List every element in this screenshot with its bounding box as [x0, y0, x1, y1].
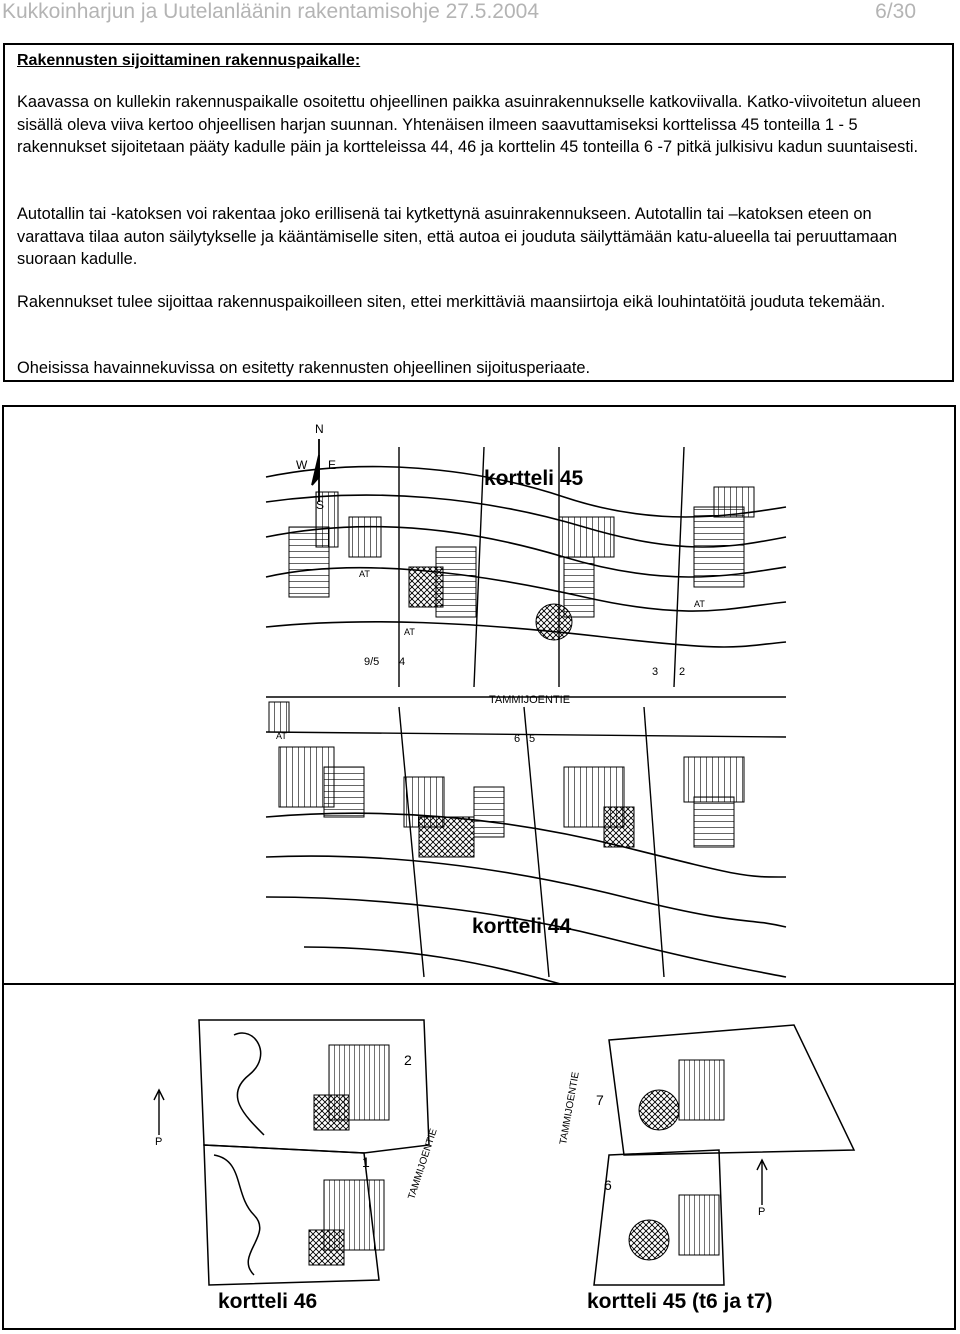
p-arrow-left — [154, 1090, 164, 1135]
paragraph-4: Oheisissa havainnekuvissa on esitetty rakennusten ohjeellinen sijoitusperiaate. — [17, 359, 591, 377]
site-plan-sketch-46-45 — [2, 985, 956, 1330]
site-plan-sketch-45-44 — [2, 405, 956, 985]
section-heading: Rakennusten sijoittaminen rakennuspaikalle: — [17, 52, 361, 69]
arrow-label-left: P — [155, 1136, 163, 1148]
lot-45-buildings — [629, 1060, 724, 1260]
compass-w: W — [296, 458, 308, 472]
mark-lot-5: 5 — [529, 733, 536, 745]
site-plan-drawing — [4, 407, 956, 985]
compass-s: S — [316, 498, 325, 512]
paragraph-3: Rakennukset tulee sijoittaa rakennuspaikoilleen siten, ettei merkittäviä maansiirtoja eikä louhintatöitä jouduta tekemään. — [17, 293, 886, 311]
label-kortteli-45-t6-t7: kortteli 45 (t6 ja t7) — [587, 1290, 773, 1313]
page-number: 6/30 — [875, 0, 916, 23]
page-header — [0, 0, 960, 30]
mark-lot-3: 3 — [652, 666, 659, 678]
paragraph-2: Autotallin tai -katoksen voi rakentaa joko erillisenä tai kytkettynä asuinrakennukseen. Autotallin tai –katoksen eteen on varattava tilaa auton säilytykselle ja kääntämiselle siten, että autoa ei jouduta säilyttämään katu-alueella tai peruuttamaan suoraan kadulle. — [17, 205, 898, 268]
mark-lot-2: 2 — [679, 666, 686, 678]
mark-at-3: AT — [694, 599, 705, 609]
label-kortteli-46: kortteli 46 — [218, 1290, 318, 1313]
lot-number-1: 1 — [362, 1154, 370, 1170]
paragraph-1: Kaavassa on kullekin rakennuspaikalle osoitettu ohjeellinen paikka asuinrakennukselle katkoviivalla. Katko-viivoitetun alueen sisällä oleva viiva kertoo ohjeellisen harjan suunnan. Yhtenäisen ilmeen saavuttamiseksi korttelissa 45 tonteilla 1 - 5 rakennukset sijoitetaan pääty kadulle päin ja kortteleissa 44, 46 ja korttelin 45 tonteilla 6 -7 pitkä julkisivu kadun suuntaisesti. — [17, 93, 921, 156]
document-title: Kukkoinharjun ja Uutelanläänin rakentamisohje 27.5.2004 — [2, 0, 540, 23]
lot-sketches — [4, 985, 956, 1330]
arrow-label-right: P — [758, 1206, 766, 1218]
lot-number-6: 6 — [604, 1177, 612, 1193]
compass-n: N — [315, 422, 324, 436]
lot-number-7: 7 — [596, 1092, 604, 1108]
street-label: TAMMIJOENTIE — [489, 694, 571, 706]
compass-e: E — [328, 458, 337, 472]
lot-number-2: 2 — [404, 1052, 412, 1068]
buildings-south — [269, 702, 744, 857]
buildings-north — [289, 487, 754, 640]
p-arrow-right — [757, 1160, 767, 1205]
lot-46-buildings — [309, 1045, 389, 1265]
mark-lot-6: 6 — [514, 733, 521, 745]
street-label-left: TAMMIJOENTIE — [406, 1127, 440, 1201]
placement-text-box — [3, 43, 954, 382]
label-kortteli-45: kortteli 45 — [484, 467, 584, 490]
label-kortteli-44: kortteli 44 — [472, 915, 572, 938]
mark-lot-4: 4 — [399, 656, 406, 668]
mark-at-1: AT — [359, 569, 370, 579]
mark-at-4: AT — [276, 731, 287, 741]
street-label-right: TAMMIJOENTIE — [558, 1071, 582, 1146]
mark-lot-9-5: 9/5 — [364, 656, 380, 668]
mark-at-2: AT — [404, 627, 415, 637]
